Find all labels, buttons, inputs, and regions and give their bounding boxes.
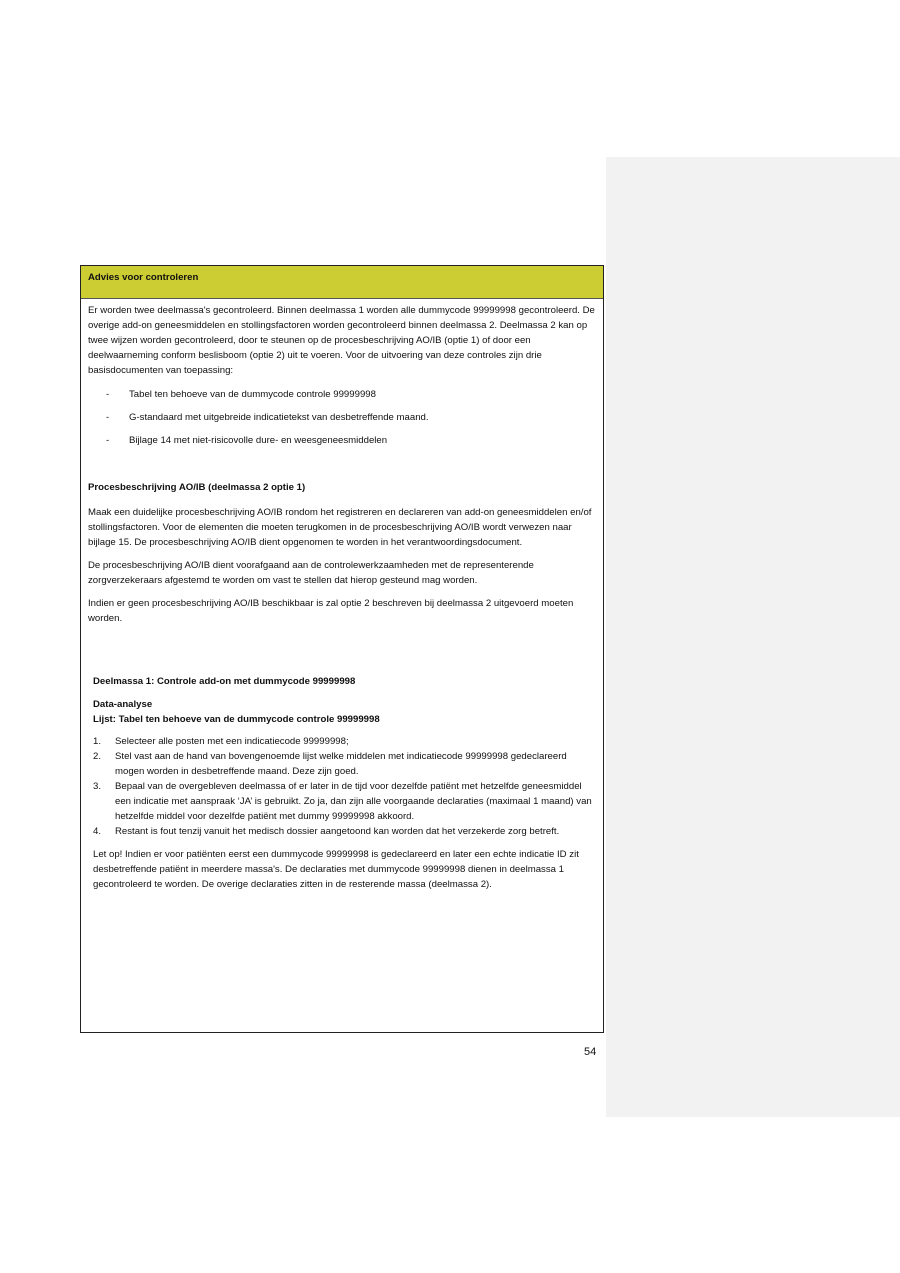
step-text: Restant is fout tenzij vanuit het medisch dossier aangetoond kan worden dat het verzekerde zorg betreft. [115, 826, 560, 837]
list-label: Lijst: [93, 714, 116, 725]
list-item: - Tabel ten behoeve van de dummycode controle 99999998 [88, 387, 598, 410]
advice-box [80, 265, 604, 1033]
page-number: 54 [584, 1046, 597, 1058]
documents-list [88, 387, 598, 456]
paragraph: Maak een duidelijke procesbeschrijving AO/IB rondom het registreren en declareren van add-on geneesmiddelen en/of stollingsfactoren. Voor de elementen die moeten terugkomen in de procesbeschrijving AO/IB wordt verwezen naar bijlage 15. De procesbeschrijving AO/IB dient opgenomen te worden in het verantwoordingsdocument. [88, 507, 592, 548]
steps-list [93, 734, 593, 839]
list-item: - Bijlage 14 met niet-risicovolle dure- en weesgeneesmiddelen [88, 433, 598, 456]
section-deelmassa-1 [93, 674, 593, 892]
intro-block [88, 303, 598, 456]
advice-box-header [81, 266, 603, 299]
list-value: Tabel ten behoeve van de dummycode controle 99999998 [118, 714, 380, 725]
section-heading: Procesbeschrijving AO/IB (deelmassa 2 optie 1) [88, 482, 306, 493]
list-item [93, 824, 593, 839]
list-item [93, 734, 593, 749]
paragraph: Indien er geen procesbeschrijving AO/IB beschikbaar is zal optie 2 beschreven bij deelmassa 2 uitgevoerd moeten worden. [88, 598, 574, 624]
step-number: 1. [93, 736, 102, 747]
list-item: - G-standaard met uitgebreide indicatietekst van desbetreffende maand. [88, 410, 598, 433]
list-item [93, 779, 593, 824]
step-number: 4. [93, 826, 102, 837]
list-item [93, 749, 593, 779]
section-heading: Deelmassa 1: Controle add-on met dummycode 99999998 [93, 676, 356, 687]
section-procesbeschrijving [88, 480, 598, 626]
note-paragraph: Let op! Indien er voor patiënten eerst een dummycode 99999998 is gedeclareerd en later een echte indicatie ID zit desbetreffende patiënt in meerdere massa's. De declaraties met dummycode 99999998 dienen in deelmassa 1 gecontroleerd te worden. De overige declaraties zitten in de resterende massa (deelmassa 2). [93, 849, 579, 890]
step-text: Stel vast aan de hand van bovengenoemde lijst welke middelen met indicatiecode 99999998 gedeclareerd mogen worden in desbetreffende maand. Deze zijn goed. [115, 751, 567, 777]
comment-margin [606, 157, 900, 1117]
advice-box-title: Advies voor controleren [88, 272, 199, 283]
subheading: Data-analyse [93, 699, 153, 710]
intro-paragraph: Er worden twee deelmassa's gecontroleerd. Binnen deelmassa 1 worden alle dummycode 99999998 gecontroleerd. De overige add-on geneesmiddelen en stollingsfactoren worden gecontroleerd binnen deelmassa 2. Deelmassa 2 kan op twee wijzen worden gecontroleerd, door te steunen op de procesbeschrijving AO/IB (optie 1) of door een deelwaarneming conform beslisboom (optie 2) uit te voeren. Voor de uitvoering van deze controles zijn drie basisdocumenten van toepassing: [88, 305, 595, 376]
step-text: Selecteer alle posten met een indicatiecode 99999998; [115, 736, 349, 747]
step-number: 3. [93, 781, 102, 792]
paragraph: De procesbeschrijving AO/IB dient voorafgaand aan de controlewerkzaamheden met de representerende zorgverzekeraars afgestemd te worden om vast te stellen dat hierop gesteund mag worden. [88, 560, 534, 586]
step-text: Bepaal van de overgebleven deelmassa of er later in de tijd voor dezelfde patiënt met hetzelfde geneesmiddel een indicatie met aanspraak ‘JA’ is gebruikt. Zo ja, dan zijn alle voorgaande declaraties (maximaal 1 maand) van hetzelfde middel voor dezelfde patiënt met dummy 99999998 akkoord. [115, 781, 592, 822]
step-number: 2. [93, 751, 102, 762]
